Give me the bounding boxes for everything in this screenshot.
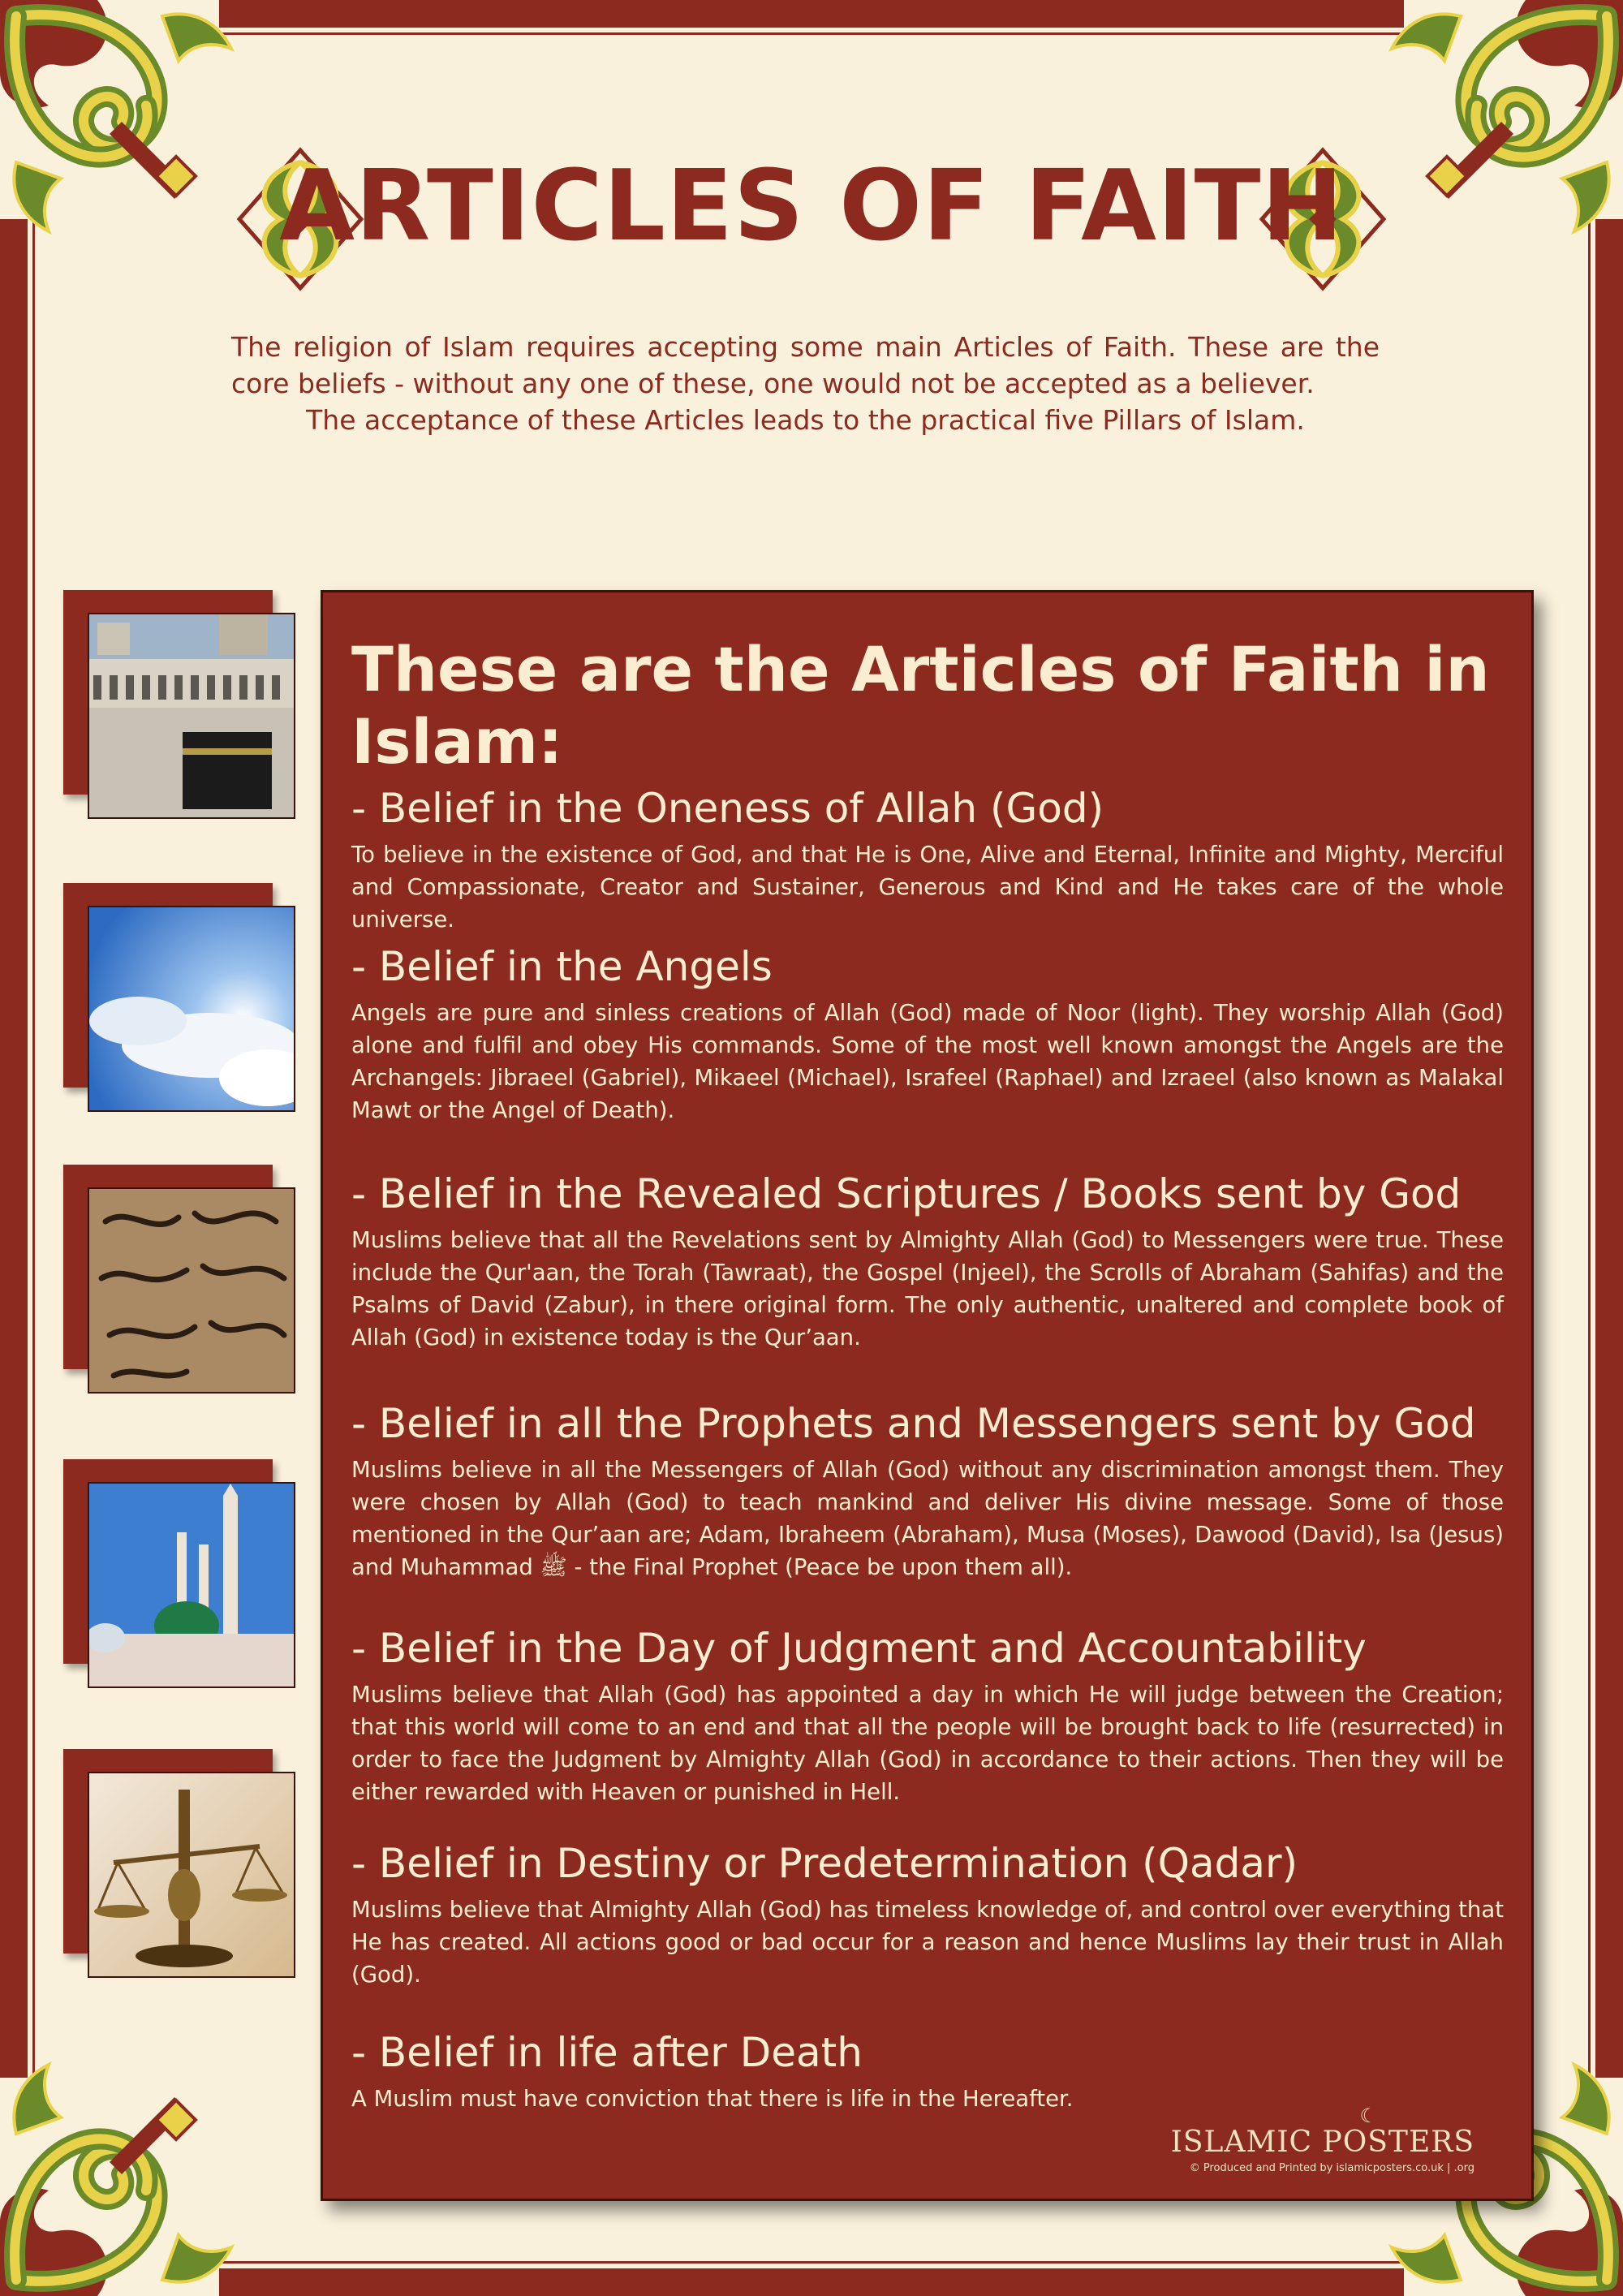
article-scriptures — [351, 1170, 1504, 1354]
article-heading: - Belief in the Revealed Scriptures / Books sent by God — [351, 1170, 1462, 1217]
islamic-posters-logo — [1150, 2104, 1474, 2174]
frame-left — [0, 219, 28, 2078]
frame-inner-line — [219, 32, 1404, 35]
panel-heading: These are the Articles of Faith in Islam: — [351, 633, 1490, 778]
article-heading: - Belief in life after Death — [351, 2029, 863, 2076]
intro-line: The acceptance of these Articles leads to the practical five Pillars of Islam. — [306, 404, 1305, 436]
intro-line: The religion of Islam requires accepting some main Articles of Faith. These are the core beliefs - without any one of these, one would not be accepted as a believer. — [231, 331, 1380, 399]
frame-bottom — [219, 2268, 1404, 2296]
articles-panel — [321, 590, 1534, 2201]
article-text: Muslims believe in all the Messengers of Allah (God) without any discrimination amongst them. They were chosen by Allah (God) to teach mankind and deliver His divine message. Some of those mentioned in the Qur’aan are; Adam, Ibraheem (Abraham), Musa (Moses), Dawood (David), Isa (Jesus) and Muhammad ﷺ - the Final Prophet (Peace be upon them all). — [351, 1457, 1504, 1580]
poster-title: ARTICLES OF FAITH — [279, 150, 1344, 263]
article-heading: - Belief in the Oneness of Allah (God) — [351, 785, 1104, 832]
crescent-icon: ☾ — [1359, 2104, 1377, 2127]
article-destiny — [351, 1840, 1504, 1991]
article-heading: - Belief in all the Prophets and Messengers sent by God — [351, 1400, 1476, 1447]
article-afterlife — [351, 2029, 1504, 2115]
frame-inner-line — [1588, 219, 1591, 2078]
mosque-green-dome-photo — [63, 1459, 299, 1686]
article-text: To believe in the existence of God, and that He is One, Alive and Eternal, Infinite and Mighty, Merciful and Compassionate, Creator and Sustainer, Generous and Kind and He takes care of the whole universe. — [351, 842, 1504, 933]
article-heading: - Belief in the Angels — [351, 943, 773, 990]
article-text: A Muslim must have conviction that there is life in the Hereafter. — [351, 2086, 1074, 2112]
brand-credit: © Produced and Printed by islamicposters.co.uk | .org — [1189, 2162, 1474, 2174]
frame-inner-line — [219, 2261, 1404, 2264]
article-heading: - Belief in the Day of Judgment and Accountability — [351, 1625, 1367, 1672]
kaaba-photo — [63, 590, 299, 817]
frame-inner-line — [32, 219, 35, 2078]
frame-top — [219, 0, 1404, 28]
frame-right — [1595, 219, 1623, 2078]
brand-name: ISLAMIC POSTERS — [1170, 2126, 1474, 2159]
article-oneness — [351, 785, 1504, 936]
scales-of-justice-photo — [63, 1749, 299, 1976]
quran-script-photo — [63, 1165, 299, 1392]
article-text: Muslims believe that Allah (God) has appointed a day in which He will judge between the Creation; that this world will come to an end and that all the people will be brought back to life (resurrected) in order to face the Judgment by Almighty Allah (God) in accordance to their actions. Then they will be either rewarded with Heaven or punished in Hell. — [351, 1682, 1504, 1805]
article-judgment — [351, 1625, 1504, 1808]
article-text: Angels are pure and sinless creations of Allah (God) made of Noor (light). They worship Allah (God) alone and fulfil and obey His commands. Some of the most well known amongst the Angels are the Archangels: Jibraeel (Gabriel), Mikaeel (Michael), Israfeel (Raphael) and Izraeel (also known as Malakal Mawt or the Angel of Death). — [351, 1000, 1504, 1123]
article-text: Muslims believe that Almighty Allah (God) has timeless knowledge of, and control over everything that He has created. All actions good or bad occur for a reason and hence Muslims lay their trust in Allah (God). — [351, 1897, 1504, 1988]
article-heading: - Belief in Destiny or Predetermination (Qadar) — [351, 1840, 1298, 1887]
article-text: Muslims believe that all the Revelations sent by Almighty Allah (God) to Messengers were true. These include the Qur'aan, the Torah (Tawraat), the Gospel (Injeel), the Scrolls of Abraham (Sahifas) and the Psalms of David (Zabur), in there original form. The only authentic, unaltered and complete book of Allah (God) in existence today is the Qur’aan. — [351, 1227, 1504, 1350]
article-prophets — [351, 1400, 1504, 1583]
corner-ornament-icon — [0, 2053, 243, 2296]
article-angels — [351, 943, 1504, 1126]
clouds-light-photo — [63, 883, 299, 1110]
intro-text — [231, 329, 1380, 438]
